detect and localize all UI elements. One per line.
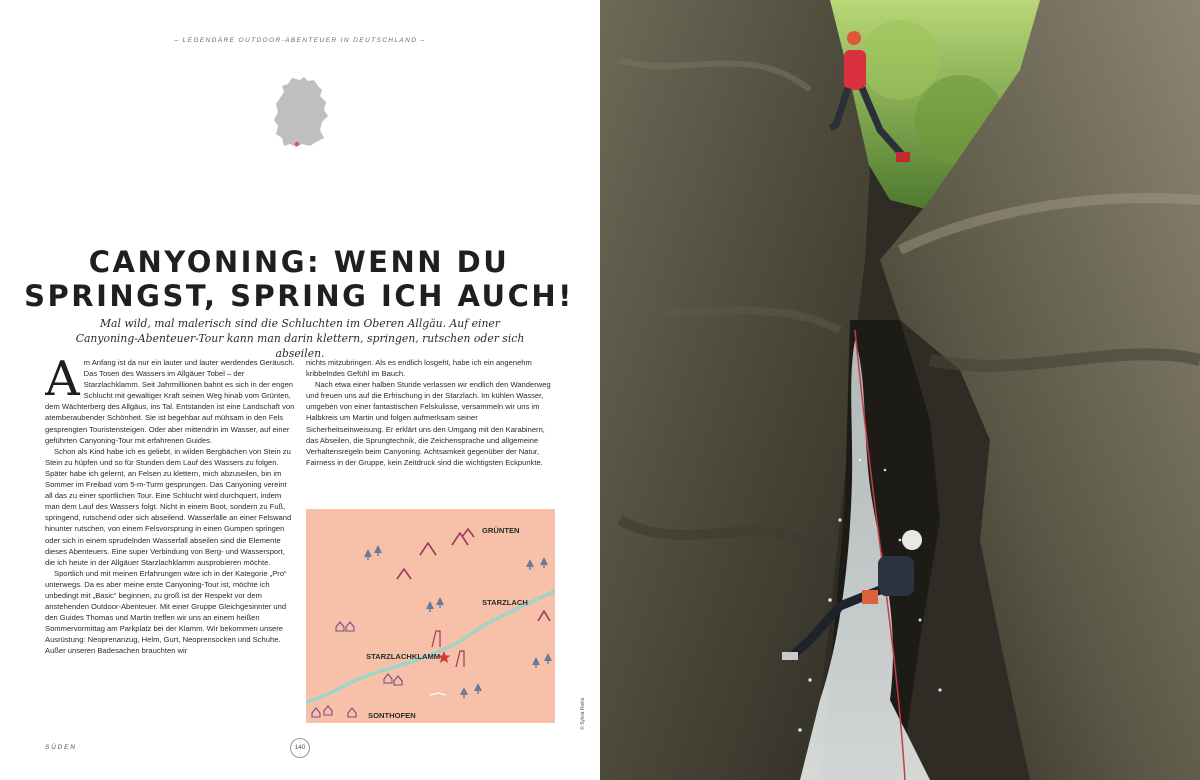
body-column-1 xyxy=(45,357,295,729)
germany-locator-map xyxy=(270,76,332,150)
paragraph-3: Sportlich und mit meinen Erfahrungen wäre ich in der Kategorie „Pro“ unterwegs. Da es aber meine erste Canyoning-Tour ist, möchte ich unbedingt mit „Basic“ beginnen, zu groß ist der Respekt vor dem anstehenden Outdoor-Abenteuer. Mit einer Gruppe Gleichgesinnter und den Guides Thomas und Martin treffen wir uns an einem heißen Sommervormittag am Parkplatz bei der Klamm. Wir bekommen unsere Ausrüstung: Neoprenanzug, Helm, Gurt, Neoprensocken und Schuhe. Außer unseren Badesachen brauchten wir xyxy=(45,568,287,656)
label-gruenten: GRÜNTEN xyxy=(482,526,520,535)
paragraph-2: Schon als Kind habe ich es geliebt, in wilden Bergbächen von Stein zu Stein zu hüpfen und so für Stunden dem Lauf des Wassers zu folgen. Später habe ich gelernt, an Felsen zu klettern, mich abzuseilen, bin im Sommer im Freibad vom 5-m-Turm gesprungen. Das Canyoning vereint all das zu einer sportlichen Tour. Eine Schlucht wird durchquert, indem man dem Lauf des Wassers folgt. Nicht in einem Boot, sondern zu Fuß, springend, rutschend oder sich abseilend. Wasserfälle an einer Felswand hinunter rutschen, von einem Felsvorsprung in einen Gumpen springen oder sich in einem sprudelnden Wasserfall abseilen sind die Elemente dieses Abenteuers. Eine super Verbindung von Berg- und Wassersport, die ich heute in der Allgäuer Starzlachklamm ausprobieren möchte. xyxy=(45,446,292,567)
article-headline xyxy=(20,245,578,313)
paragraph-1 xyxy=(45,357,295,446)
page-number: 140 xyxy=(290,738,310,758)
subtitle-line-1: Mal wild, mal malerisch sind die Schluchten im Oberen Allgäu. Auf einer xyxy=(100,317,500,330)
label-starzlach: STARZLACH xyxy=(482,598,528,607)
label-sonthofen: SONTHOFEN xyxy=(368,711,416,720)
body-column-2 xyxy=(306,357,556,507)
headline-line-2: SPRINGST, SPRING ICH AUCH! xyxy=(24,279,574,313)
canyon-illustration xyxy=(600,0,1200,780)
paragraph-1-text: m Anfang ist da nur ein lauter und lauter werdendes Geräusch. Das Tosen des Wassers im Allgäuer Tobel – der Starzlachklamm. Seit Jahrmillionen bahnt es sich in der engen Schlucht mit gewaltiger Kraft seinen Weg hinab vom Grünten, dem Wächterberg des Allgäus, ins Tal. Entstanden ist eine Landschaft von atemberaubender Schönheit. Sie ist begehbar auf mühsam in den Fels gesprengten Touristensteigen. Oder aber mittendrin im Wasser, auf einer geführten Canyoning-Tour mit erfahrenen Guides. xyxy=(45,358,295,445)
label-starzlachklamm: STARZLACHKLAMM xyxy=(366,652,441,661)
footer-section-label: SÜDEN xyxy=(45,744,77,751)
canyon-photo xyxy=(600,0,1200,780)
photo-credit: © Sylvia Rieks xyxy=(580,697,586,730)
germany-shape xyxy=(274,77,328,147)
kicker-text: – LEGENDÄRE OUTDOOR-ABENTEUER IN DEUTSCHLAND – xyxy=(174,37,426,44)
region-map xyxy=(306,509,555,723)
paragraph-5: Nach etwa einer halben Stunde verlassen wir endlich den Wanderweg und freuen uns auf die Erfrischung in der Starzlach. Im kühlen Wasser, umgeben von einer fantastischen Felskulisse, versammeln wir uns im Halbkreis um Martin und folgen aufmerksam seiner Sicherheitseinweisung. Er erklärt uns den Umgang mit den Karabinern, das Abseilen, die Sprungtechnik, die Zeichensprache und allgemeine Verhaltensregeln beim Canyoning. Achtsamkeit gegenüber der Natur, Fairness in der Gruppe, kein Zeitdruck sind die wichtigsten Eckpunkte. xyxy=(306,380,551,467)
headline-line-1: CANYONING: WENN DU xyxy=(88,245,510,279)
subtitle-line-2: Canyoning-Abenteuer-Tour kann man darin klettern, springen, rutschen oder sich abseilen. xyxy=(75,332,525,360)
article-subtitle xyxy=(60,316,540,361)
location-marker xyxy=(295,142,299,146)
paragraph-4: nichts mitzubringen. Als es endlich losgeht, habe ich ein angenehm kribbelndes Gefühl im Bauch. xyxy=(306,358,532,379)
drop-cap: A xyxy=(45,357,80,407)
